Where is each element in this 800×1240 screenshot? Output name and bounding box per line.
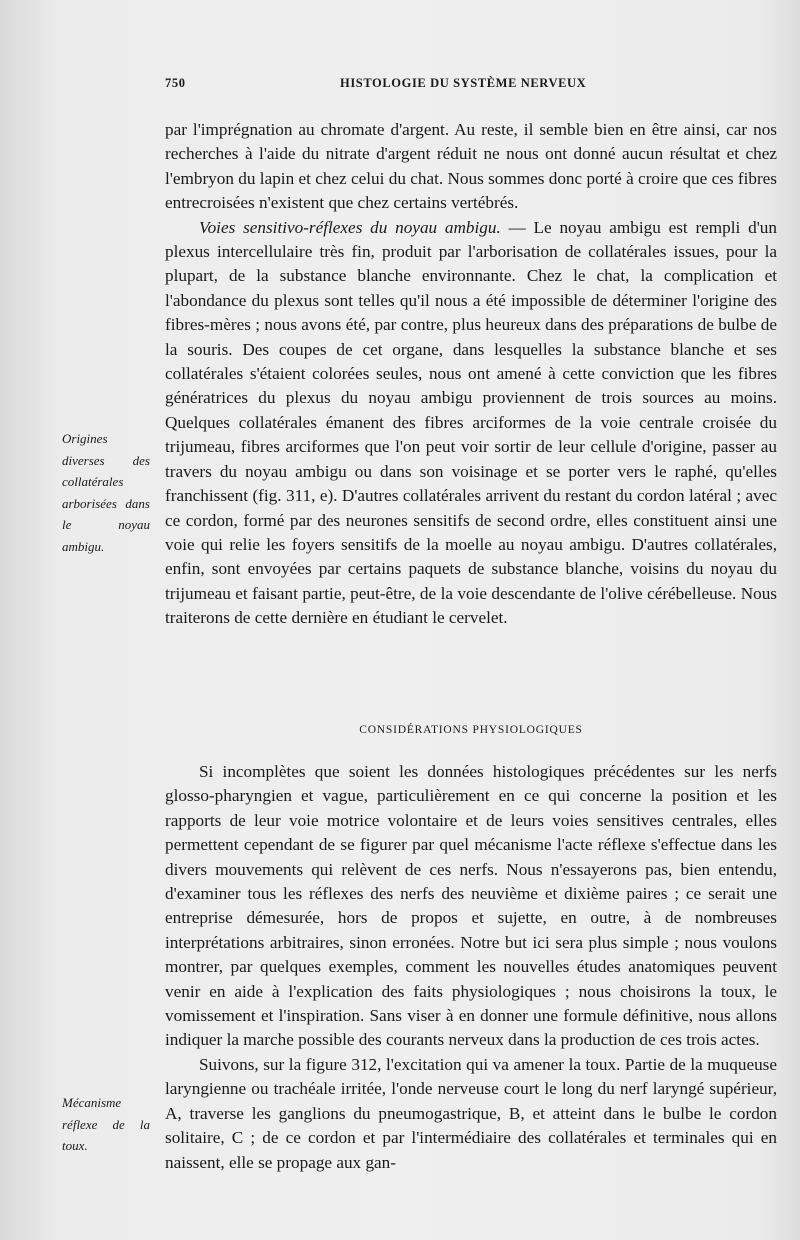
main-text-top (165, 118, 777, 631)
paragraph-noyau-ambigu (165, 216, 777, 631)
paragraph-toux: Suivons, sur la figure 312, l'excitation qui va amener la toux. Partie de la muqueuse laryngienne ou trachéale irritée, l'onde nerveuse court le long du nerf laryngé supérieur, A, traverse les ganglions du pneumogastrique, B, et atteint dans le bulbe le cordon solitaire, C ; de ce cordon et par l'intermédiaire des collatérales et terminales qui en naissent, elle se propage aux gan- (165, 1054, 777, 1172)
margin-note-mecanisme: Mécanisme réflexe de la toux. (62, 1095, 150, 1153)
main-text-bottom (165, 760, 777, 1175)
section-heading: CONSIDÉRATIONS PHYSIOLOGIQUES (359, 724, 583, 736)
page-number: 750 (165, 76, 186, 90)
margin-note-origines: Origines diverses des collatérales arborisées dans le noyau ambigu. (62, 431, 150, 554)
paragraph-continuation: par l'imprégnation au chromate d'argent. Au reste, il semble bien en être ainsi, car nos recherches à l'aide du nitrate d'argent réduit ne nous ont donné aucun résultat et chez l'embryon du lapin et chez celui du chat. Nous sommes donc porté à croire que ces fibres entrecroisées n'existent que chez certains vertébrés. (165, 120, 777, 213)
running-title: HISTOLOGIE DU SYSTÈME NERVEUX (340, 76, 587, 90)
paragraph-body: — Le noyau ambigu est rempli d'un plexus intercellulaire très fin, produit par l'arborisation de collatérales issues, pour la plupart, de la substance blanche environnante. Chez le chat, la complication et l'abondance du plexus sont telles qu'il nous a été impossible de déterminer l'origine des fibres-mères ; nous avons été, par contre, plus heureux dans des préparations de bulbe de la souris. Des coupes de cet organe, dans lesquelles la substance blanche et ses collatérales s'étaient colorées seules, nous ont amené à cette conviction que les fibres génératrices du plexus du noyau ambigu proviennent de trois sources au moins. Quelques collatérales émanent des fibres arciformes de la voie centrale croisée du trijumeau, fibres arciformes que l'on peut voir sortir de leur cellule d'origine, passer au travers du noyau ambigu ou dans son voisinage et se porter vers le raphé, qu'elles franchissent (fig. 311, e). D'autres collatérales arrivent du restant du cordon latéral ; avec ce cordon, formé par des neurones sensitifs de second ordre, elles constituent ainsi une voie qui relie les foyers sensitifs de la moelle au noyau ambigu. D'autres collatérales, enfin, sont envoyées par certains paquets de substance blanche, voisins du noyau du trijumeau et faisant partie, peut-être, de la voie descendante de l'olive cérébelleuse. Nous traiterons de cette dernière en étudiant le cervelet. (165, 217, 777, 628)
paragraph-considerations: Si incomplètes que soient les données histologiques précédentes sur les nerfs glosso-pharyngien et vague, particulièrement en ce qui concerne la position et les rapports de leur voie motrice volontaire et de leurs voies sensitives centrales, elles permettent cependant de se figurer par quel mécanisme l'acte réflexe s'effectue dans les divers mouvements qui relèvent de ces nerfs. Nous n'essayerons pas, bien entendu, d'examiner tous les réflexes des nerfs des neuvième et dixième paires ; ce serait une entreprise démesurée, hors de propos et sujette, en outre, à de nombreuses interprétations arbitraires, sinon erronées. Notre but ici sera plus simple ; nous voulons montrer, par quelques exemples, comment les nouvelles études anatomiques peuvent venir en aide à l'explication des faits physiologiques ; nous choisirons la toux, le vomissement et l'inspiration. Sans viser à en donner une formule définitive, nous allons indiquer la marche possible des courants nerveux dans la production de ces trois actes. (165, 762, 777, 1050)
paragraph-title: Voies sensitivo-réflexes du noyau ambigu. (199, 217, 501, 237)
